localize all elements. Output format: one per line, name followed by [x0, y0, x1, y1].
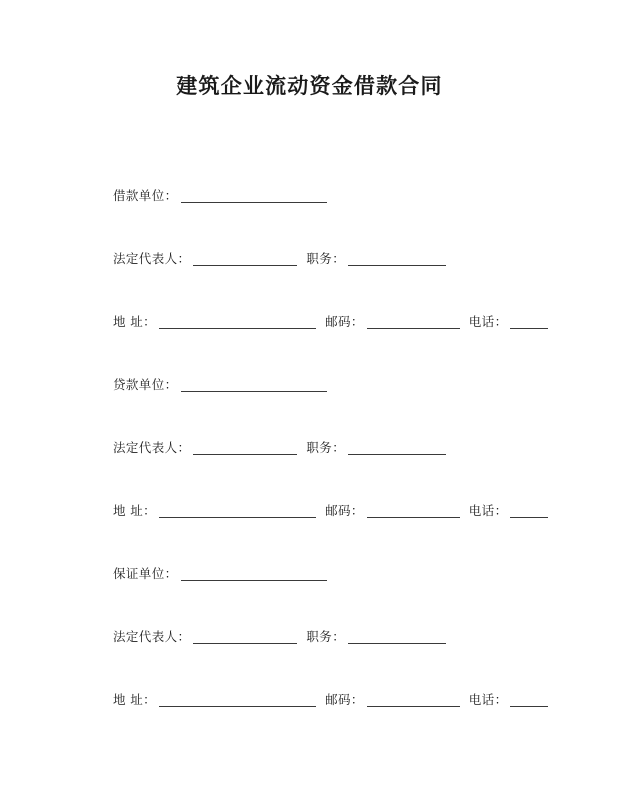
- lender-address-label: 地 址：: [113, 503, 157, 518]
- lender-legal-representative-input[interactable]: [193, 440, 297, 455]
- guarantor-unit-row: [0, 566, 619, 629]
- guarantor-postal-code-input[interactable]: [367, 692, 460, 707]
- lender-telephone-label: 电话：: [468, 503, 508, 518]
- borrower-address-label: 地 址：: [113, 314, 157, 329]
- guarantor-position-input[interactable]: [348, 629, 446, 644]
- lender-legal-representative-label: 法定代表人：: [113, 440, 191, 455]
- borrower-telephone-label: 电话：: [468, 314, 508, 329]
- contract-party-form: [0, 188, 619, 755]
- lender-representative-row: [0, 440, 619, 503]
- guarantor-telephone-input[interactable]: [510, 692, 548, 707]
- guarantor-legal-representative-input[interactable]: [193, 629, 297, 644]
- borrower-postal-code-label: 邮码：: [325, 314, 364, 329]
- guarantor-position-label: 职务：: [306, 629, 346, 644]
- borrower-postal-code-input[interactable]: [367, 314, 460, 329]
- borrower-position-label: 职务：: [306, 251, 346, 266]
- document-title: 建筑企业流动资金借款合同: [176, 74, 443, 98]
- borrower-unit-row: [0, 188, 619, 251]
- guarantor-address-label: 地 址：: [113, 692, 157, 707]
- borrower-unit-label: 借款单位：: [113, 188, 178, 203]
- guarantor-representative-row: [0, 629, 619, 692]
- lender-unit-row: [0, 377, 619, 440]
- borrower-position-input[interactable]: [348, 251, 446, 266]
- lender-unit-input[interactable]: [181, 377, 327, 392]
- lender-postal-code-input[interactable]: [367, 503, 460, 518]
- lender-position-input[interactable]: [348, 440, 446, 455]
- borrower-unit-input[interactable]: [181, 188, 327, 203]
- guarantor-legal-representative-label: 法定代表人：: [113, 629, 191, 644]
- guarantor-address-input[interactable]: [159, 692, 316, 707]
- guarantor-telephone-label: 电话：: [468, 692, 508, 707]
- guarantor-address-row: [0, 692, 619, 755]
- borrower-legal-representative-input[interactable]: [193, 251, 297, 266]
- lender-address-row: [0, 503, 619, 566]
- lender-position-label: 职务：: [306, 440, 346, 455]
- borrower-telephone-input[interactable]: [510, 314, 548, 329]
- lender-address-input[interactable]: [159, 503, 316, 518]
- borrower-representative-row: [0, 251, 619, 314]
- borrower-address-row: [0, 314, 619, 377]
- borrower-legal-representative-label: 法定代表人：: [113, 251, 191, 266]
- guarantor-postal-code-label: 邮码：: [325, 692, 364, 707]
- guarantor-unit-label: 保证单位：: [113, 566, 178, 581]
- lender-postal-code-label: 邮码：: [325, 503, 364, 518]
- lender-unit-label: 贷款单位：: [113, 377, 178, 392]
- lender-telephone-input[interactable]: [510, 503, 548, 518]
- guarantor-unit-input[interactable]: [181, 566, 327, 581]
- borrower-address-input[interactable]: [159, 314, 316, 329]
